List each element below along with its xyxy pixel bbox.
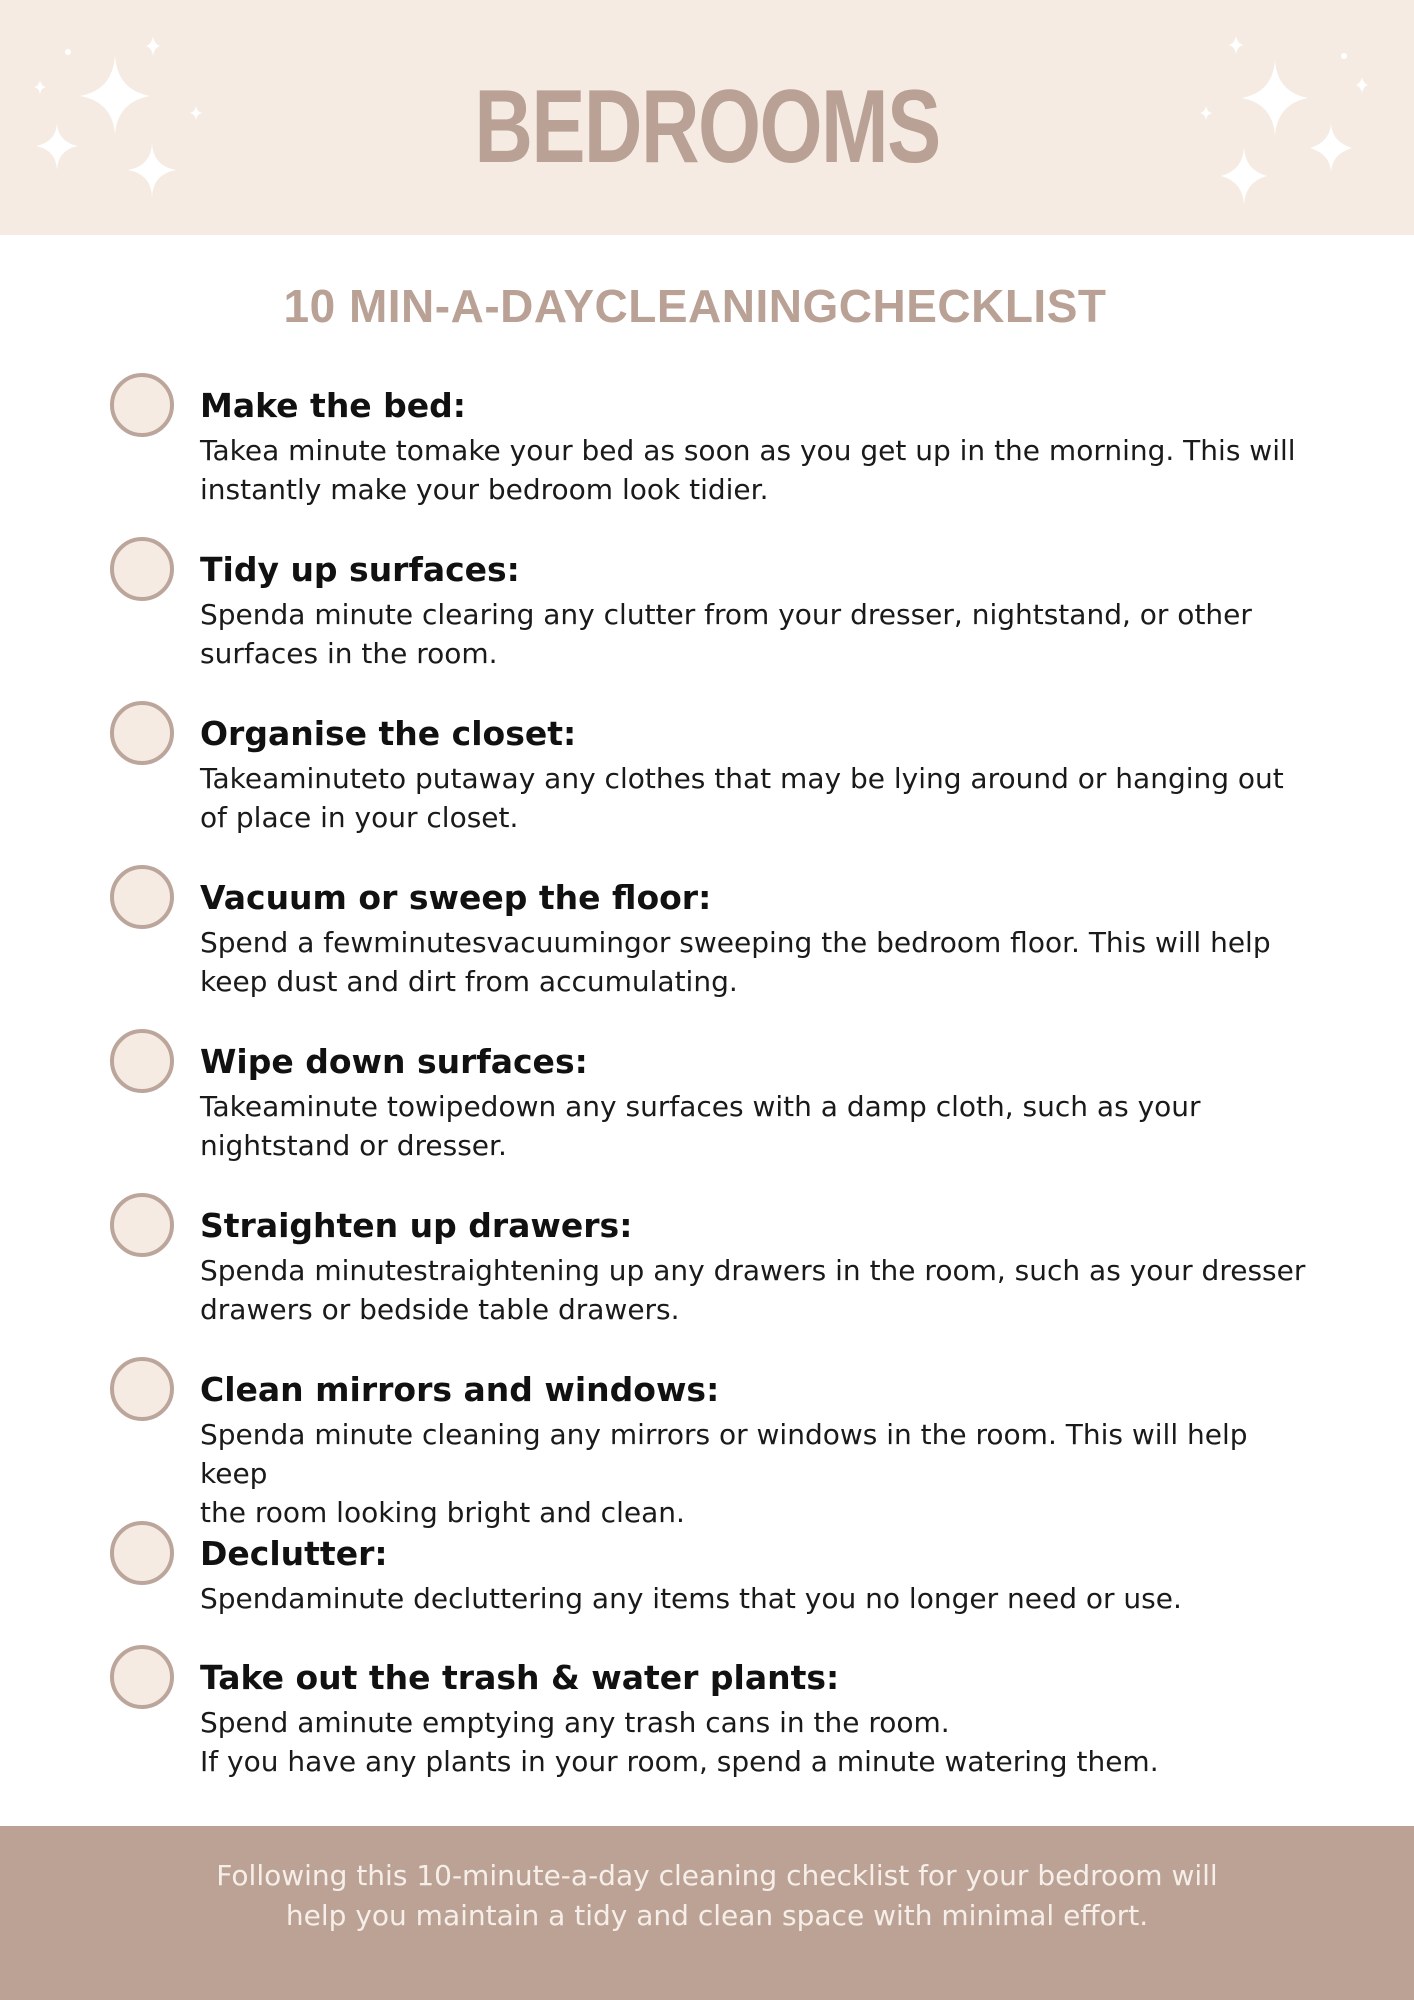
item-description: Takeaminuteto putaway any clothes that may be lying around or hanging out of place in your closet. xyxy=(200,762,1284,834)
item-description: Takeaminute towipedown any surfaces with a damp cloth, such as your nightstand or dresser. xyxy=(200,1090,1201,1162)
item-description: Spenda minute cleaning any mirrors or windows in the room. This will help keep the room looking bright and clean. xyxy=(200,1418,1248,1529)
checkbox-circle[interactable] xyxy=(110,701,174,765)
item-title: Make the bed: xyxy=(200,386,466,425)
sparkle-dot xyxy=(1341,53,1347,59)
item-title: Straighten up drawers: xyxy=(200,1206,633,1245)
sparkle-icon xyxy=(1229,36,1243,54)
item-title: Take out the trash & water plants: xyxy=(200,1658,840,1697)
item-description: Spend aminute emptying any trash cans in the room. If you have any plants in your room, spend a minute watering them. xyxy=(200,1706,1159,1778)
sparkle-icon xyxy=(80,55,150,135)
checkbox-circle[interactable] xyxy=(110,1521,174,1585)
item-title: Organise the closet: xyxy=(200,714,577,753)
page-title: BEDROOMS xyxy=(474,69,940,185)
item-title: Declutter: xyxy=(200,1534,388,1573)
checkbox-circle[interactable] xyxy=(110,1193,174,1257)
footer-text: Following this 10-minute-a-day cleaning checklist for your bedroom will help you maintain a tidy and clean space with minimal effort. xyxy=(216,1859,1218,1932)
item-title: Wipe down surfaces: xyxy=(200,1042,588,1081)
item-title: Vacuum or sweep the floor: xyxy=(200,878,712,917)
item-description: Spendaminute decluttering any items that you no longer need or use. xyxy=(200,1582,1182,1615)
checkbox-circle[interactable] xyxy=(110,865,174,929)
item-description: Spenda minutestraightening up any drawers in the room, such as your dresser drawers or bedside table drawers. xyxy=(200,1254,1306,1326)
sparkle-icon xyxy=(146,36,160,56)
item-description: Spend a fewminutesvacuumingor sweeping the bedroom floor. This will help keep dust and dirt from accumulating. xyxy=(200,926,1271,998)
item-description: Takea minute tomake your bed as soon as you get up in the morning. This will instantly make your bedroom look tidier. xyxy=(200,434,1296,506)
sparkle-icon xyxy=(36,123,78,170)
item-description: Spenda minute clearing any clutter from your dresser, nightstand, or other surfaces in the room. xyxy=(200,598,1252,670)
checkbox-circle[interactable] xyxy=(110,537,174,601)
item-title: Clean mirrors and windows: xyxy=(200,1370,720,1409)
checklist-subtitle: 10 MIN-A-DAYCLEANINGCHECKLIST xyxy=(283,280,1107,332)
sparkle-icon xyxy=(1356,77,1368,93)
checkbox-circle[interactable] xyxy=(110,1029,174,1093)
checkbox-circle[interactable] xyxy=(110,1645,174,1709)
checkbox-circle[interactable] xyxy=(110,1357,174,1421)
checkbox-circle[interactable] xyxy=(110,373,174,437)
sparkle-dot xyxy=(65,49,71,55)
sparkle-icon xyxy=(34,80,46,94)
sparkle-icon xyxy=(1310,123,1352,172)
item-title: Tidy up surfaces: xyxy=(200,550,520,589)
